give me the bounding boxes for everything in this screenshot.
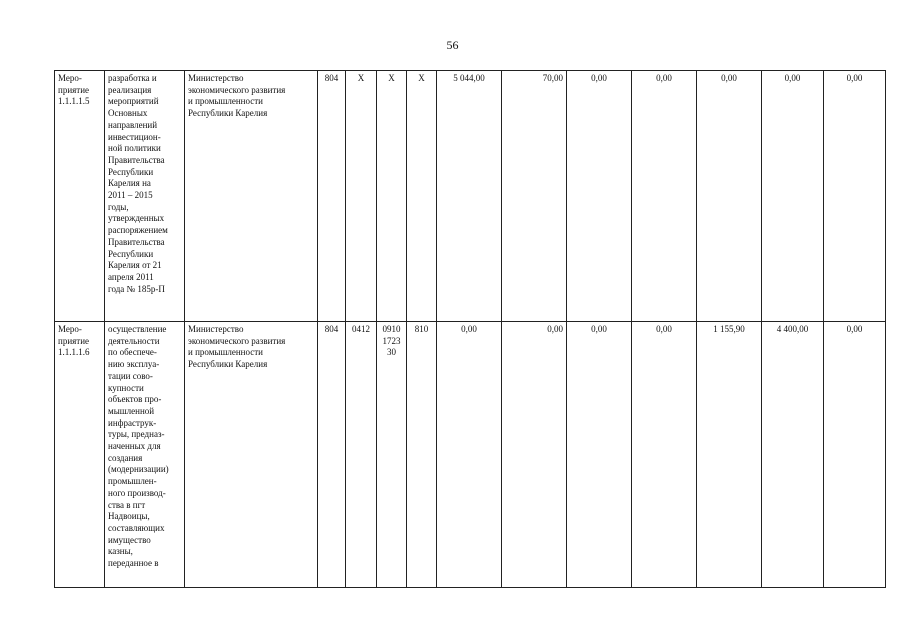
name-cell: разработка и реализация мероприятий Основных направлений инвестицион- ной политики Правительства Республики Карелия на 2011 – 2015 годы, утвержденных распоряжением Правительства Республики Карелия от 21 апреля 2011 года № 185р-П [105, 71, 185, 322]
value-cell: 0,00 [502, 322, 567, 588]
rzpr-cell: X [346, 71, 377, 322]
table-row [55, 71, 886, 322]
rzpr-cell: 0412 [346, 322, 377, 588]
status-cell: Меро- приятие 1.1.1.1.5 [55, 71, 105, 322]
executor-cell: Министерство экономического развития и промышленности Республики Карелия [185, 322, 318, 588]
grbs-cell: 804 [318, 322, 346, 588]
table-row [55, 322, 886, 588]
value-cell: 0,00 [697, 71, 762, 322]
value-cell: 1 155,90 [697, 322, 762, 588]
value-cell: 4 400,00 [762, 322, 824, 588]
csr-cell: 0910 1723 30 [377, 322, 407, 588]
page-number: 56 [446, 38, 459, 52]
value-cell: 0,00 [632, 322, 697, 588]
budget-table [54, 70, 886, 588]
name-cell: осуществление деятельности по обеспече- нию эксплуа- тации сово- купности объектов про- мышленной инфраструк- туры, предназ- наченных для создания (модернизации) промышлен- ного производ- ства в пгт Надвоицы, составляющих имущество казны, переданное в [105, 322, 185, 588]
value-cell: 0,00 [824, 71, 886, 322]
vr-cell: X [407, 71, 437, 322]
vr-cell: 810 [407, 322, 437, 588]
executor-cell: Министерство экономического развития и промышленности Республики Карелия [185, 71, 318, 322]
value-cell: 70,00 [502, 71, 567, 322]
csr-cell: X [377, 71, 407, 322]
value-cell: 0,00 [567, 322, 632, 588]
value-cell: 0,00 [437, 322, 502, 588]
value-cell: 0,00 [824, 322, 886, 588]
grbs-cell: 804 [318, 71, 346, 322]
value-cell: 5 044,00 [437, 71, 502, 322]
status-cell: Меро- приятие 1.1.1.1.6 [55, 322, 105, 588]
value-cell: 0,00 [567, 71, 632, 322]
value-cell: 0,00 [632, 71, 697, 322]
value-cell: 0,00 [762, 71, 824, 322]
